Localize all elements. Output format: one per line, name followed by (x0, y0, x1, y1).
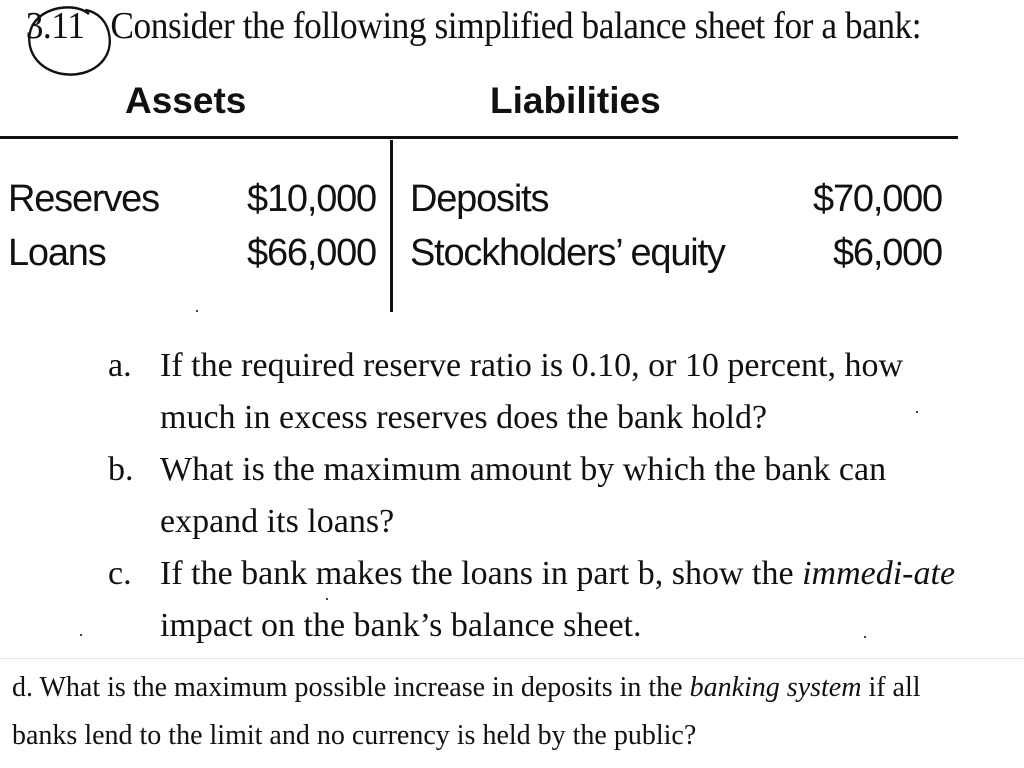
question-letter: a. (108, 347, 132, 384)
question-d-emphasis: banking system (689, 672, 862, 703)
problem-number-text: 3.11 (25, 5, 85, 47)
question-text-part: impact on the bank’s balance sheet. (160, 607, 642, 644)
asset-label-reserves: Reserves (8, 178, 159, 220)
problem-header (22, 4, 921, 48)
assets-heading: Assets (125, 80, 247, 121)
table-horizontal-rule (0, 136, 958, 139)
asset-value-loans: $66,000 (247, 232, 376, 274)
question-text: If the required reserve ratio is 0.10, or 10 percent, how much in excess reserves does the bank hold? (160, 347, 904, 436)
scan-speck (196, 310, 198, 312)
liability-value-equity: $6,000 (832, 232, 942, 274)
asset-value-reserves: $10,000 (247, 178, 376, 220)
question-text (160, 548, 968, 652)
liability-label-deposits: Deposits (410, 178, 549, 220)
question-d (12, 664, 972, 760)
question-c (108, 548, 968, 652)
question-letter: b. (108, 451, 134, 488)
question-d-text: d. What is the maximum possible increase in deposits in the (12, 672, 690, 703)
liability-label-equity: Stockholders’ equity (410, 232, 725, 274)
problem-number (22, 4, 84, 48)
question-list (108, 340, 968, 652)
question-text: What is the maximum amount by which the bank can expand its loans? (160, 451, 887, 540)
problem-intro: Consider the following simplified balance sheet for a bank: (110, 5, 922, 47)
question-a (108, 340, 968, 444)
scan-speck (916, 411, 918, 413)
question-d-text: public? (613, 720, 697, 751)
liabilities-heading: Liabilities (490, 80, 661, 121)
question-letter: c. (108, 555, 132, 592)
question-text-part: If the bank makes the loans in part b, show the (160, 555, 803, 592)
section-divider (0, 658, 1024, 659)
table-vertical-rule (390, 140, 393, 312)
liability-value-deposits: $70,000 (813, 178, 942, 220)
question-b (108, 444, 968, 548)
asset-label-loans: Loans (8, 232, 106, 274)
question-text-emphasis: immedi-ate (802, 555, 956, 592)
scan-speck (326, 598, 328, 600)
scan-speck (80, 634, 82, 636)
question-d-text: if all banks lend to the limit and no currency is held by the (12, 672, 921, 751)
scan-speck (864, 636, 866, 638)
